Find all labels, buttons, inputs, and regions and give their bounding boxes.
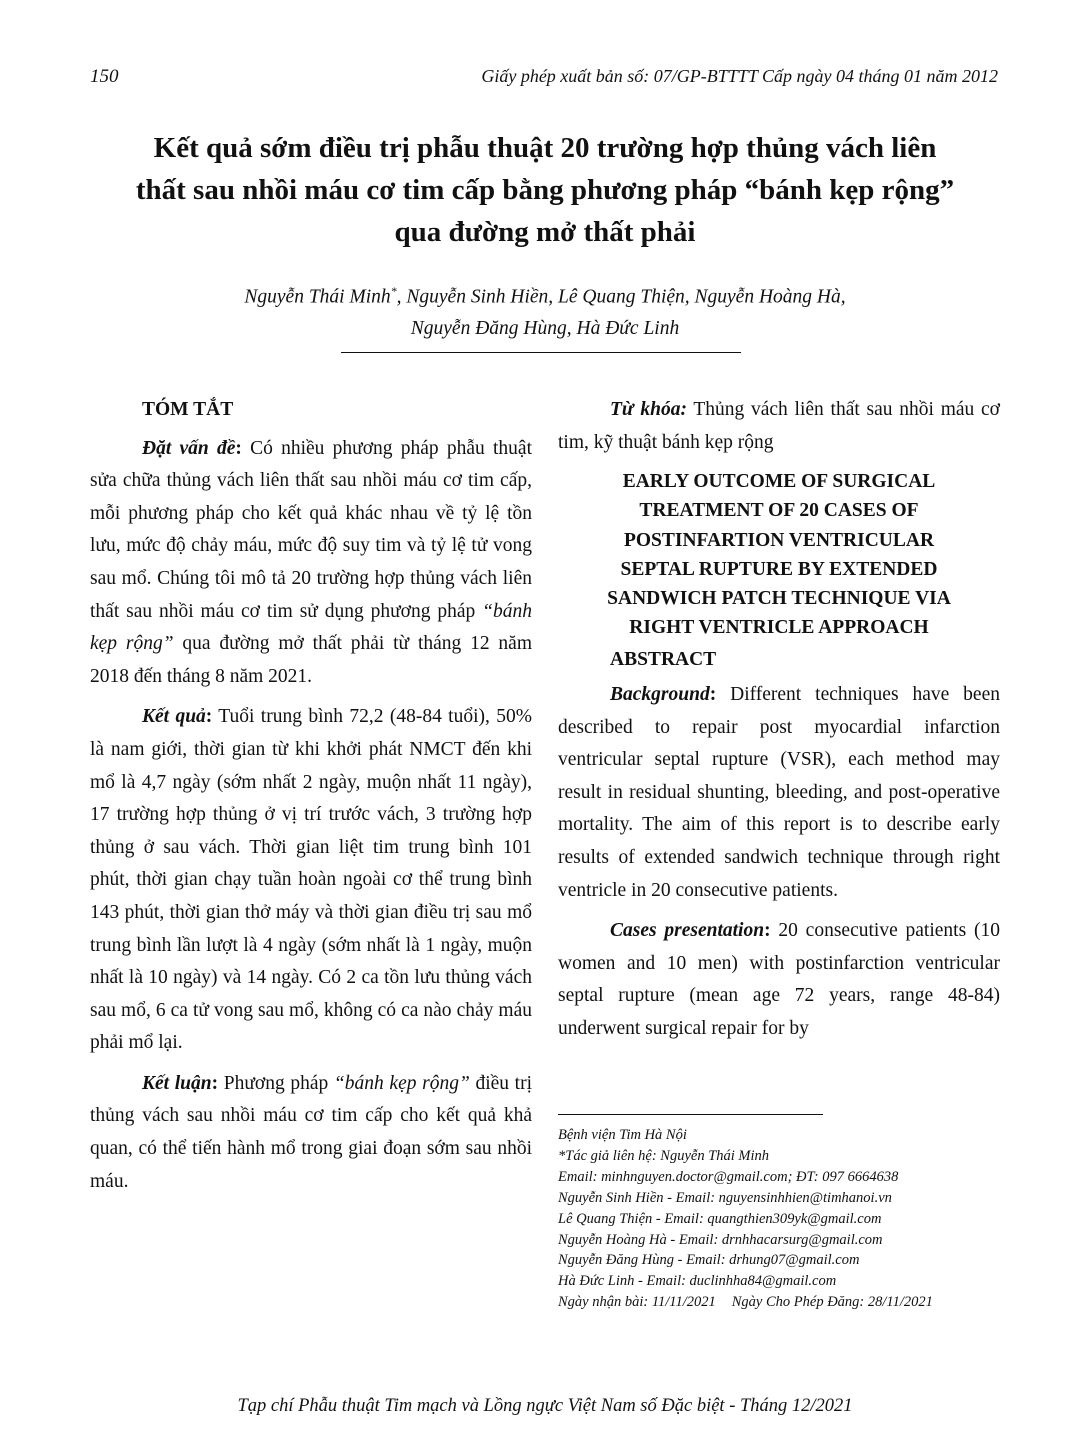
title-line: thất sau nhồi máu cơ tim cấp bằng phương pháp “bánh kẹp rộng” xyxy=(135,174,955,206)
paragraph-italic: “bánh kẹp rộng” xyxy=(333,1072,470,1094)
author-list xyxy=(120,276,970,344)
footnote-email: Nguyễn Sinh Hiền - Email: nguyensinhhien@timhanoi.vn xyxy=(558,1189,892,1206)
vn-background-paragraph xyxy=(90,433,532,694)
paragraph-lead: Cases presentation xyxy=(610,920,765,942)
footnote-affiliation: Bệnh viện Tim Hà Nội xyxy=(558,1127,687,1143)
paragraph-text: qua đường mở thất phải từ tháng 12 năm 2018 đến tháng 8 năm 2021. xyxy=(90,633,532,687)
paragraph-text: Có nhiều phương pháp phẫu thuật sửa chữa thủng vách liên thất sau nhồi máu cơ tim cấp, mỗi phương pháp cho kết quả khác nhau về tỷ lệ tồn lưu, mức độ chảy máu, mức độ suy tim và tỷ lệ tử vong sau mổ. Chúng tôi mô tả 20 trường hợp thủng vách liên thất sau nhồi máu cơ tim sử dụng phương pháp xyxy=(90,437,533,622)
title-line: qua đường mở thất phải xyxy=(394,216,696,248)
vn-results-paragraph xyxy=(90,701,532,1060)
english-title-line: SANDWICH PATCH TECHNIQUE VIA xyxy=(607,588,951,609)
author-names: , Nguyễn Sinh Hiền, Lê Quang Thiện, Nguyễn Hoàng Hà, xyxy=(396,286,846,308)
corresponding-marker: * xyxy=(390,284,397,298)
received-date: Ngày nhận bài: 11/11/2021 xyxy=(558,1294,716,1311)
footnote-email: Nguyễn Hoàng Hà - Email: drnhhacarsurg@gmail.com xyxy=(558,1231,883,1248)
en-abstract-heading: ABSTRACT xyxy=(610,649,717,671)
footnote-corresponding: *Tác giả liên hệ: Nguyễn Thái Minh xyxy=(558,1147,770,1164)
lead-colon: : xyxy=(205,706,213,728)
right-column xyxy=(558,394,1000,1054)
lead-colon: : xyxy=(235,437,242,459)
author-line xyxy=(120,276,970,313)
keywords-text: Thủng vách liên thất sau nhồi máu cơ tim, kỹ thuật bánh kẹp rộng xyxy=(558,399,1000,453)
keywords-label: Từ khóa: xyxy=(610,399,687,420)
page-number: 150 xyxy=(90,66,119,87)
article-title xyxy=(90,127,1000,253)
paragraph-text: 20 consecutive patients (10 women and 10 men) with postinfarction ventricular septal rupture (mean age 72 years, range 48-84) underwent surgical repair for by xyxy=(558,920,1000,1039)
en-background-paragraph xyxy=(558,679,1000,907)
english-title-line: TREATMENT OF 20 CASES OF xyxy=(639,500,919,522)
paragraph-lead: Đặt vấn đề xyxy=(142,437,236,459)
paragraph-text: Tuổi trung bình 72,2 (48-84 tuổi), 50% là nam giới, thời gian từ khi khởi phát NMCT đến khi mổ là 4,7 ngày (sớm nhất 2 ngày, muộn nhất 11 ngày), 17 trường hợp thủng ở vị trí trước vách, 3 trường hợp thủng ở sau vách. Thời gian liệt tim trung bình 101 phút, thời gian chạy tuần hoàn ngoài cơ thể trung bình 143 phút, thời gian thở máy và thời gian điều trị sau mổ trung bình lần lượt là 4 ngày (sớm nhất là 1 ngày, muộn nhất là 10 ngày) và 14 ngày. Có 2 ca tồn lưu thủng vách sau mổ, 6 ca tử vong sau mổ, không có ca nào chảy máu phải mổ lại. xyxy=(90,706,532,1054)
license-line: Giấy phép xuất bản số: 07/GP-BTTTT Cấp ngày 04 tháng 01 năm 2012 xyxy=(481,66,998,86)
paragraph-italic: “bánh kẹp rộng” xyxy=(90,600,532,655)
lead-colon: : xyxy=(211,1072,219,1094)
english-title-line: POSTINFARTION VENTRICULAR xyxy=(623,529,935,551)
footnotes xyxy=(558,1125,1008,1313)
journal-footer: Tạp chí Phẫu thuật Tim mạch và Lồng ngực Việt Nam số Đặc biệt - Tháng 12/2021 xyxy=(237,1396,853,1416)
en-cases-paragraph xyxy=(558,915,1000,1045)
paragraph-text: điều trị thủng vách sau nhồi máu cơ tim cấp cho kết quả khả quan, có thể tiến hành mổ trong giai đoạn sớm sau nhồi máu. xyxy=(90,1072,533,1192)
title-line: Kết quả sớm điều trị phẫu thuật 20 trường hợp thủng vách liên xyxy=(153,132,937,164)
title-divider xyxy=(341,352,741,353)
author-name-corresponding: Nguyễn Thái Minh xyxy=(244,286,391,308)
footnote-email: Nguyễn Đăng Hùng - Email: drhung07@gmail.com xyxy=(558,1252,860,1269)
left-column xyxy=(90,394,532,1206)
paragraph-lead: Kết quả xyxy=(142,706,206,728)
english-title-line: EARLY OUTCOME OF SURGICAL xyxy=(622,471,936,493)
english-title-line: RIGHT VENTRICLE APPROACH xyxy=(629,617,929,639)
keywords-paragraph xyxy=(558,394,1000,459)
accepted-date: Ngày Cho Phép Đăng: 28/11/2021 xyxy=(731,1294,933,1311)
footnote-email: Lê Quang Thiện - Email: quangthien309yk@gmail.com xyxy=(558,1210,882,1227)
lead-colon: : xyxy=(764,920,771,942)
footnote-email: Email: minhnguyen.doctor@gmail.com; ĐT: 097 6664638 xyxy=(558,1168,899,1185)
footnote-divider xyxy=(558,1114,823,1115)
english-title-line: SEPTAL RUPTURE BY EXTENDED xyxy=(620,558,938,580)
paragraph-text: Different techniques have been described to repair post myocardial infarction ventricular septal rupture (VSR), each method may result in residual shunting, bleeding, and post-operative mortality. The aim of this report is to describe early results of extended sandwich technique through right ventricle in 20 consecutive patients. xyxy=(558,684,1000,901)
english-title xyxy=(558,467,1000,642)
lead-colon: : xyxy=(709,684,717,705)
paragraph-text: Phương pháp xyxy=(218,1072,334,1094)
footnote-dates xyxy=(558,1292,1008,1313)
paragraph-lead: Background xyxy=(610,684,710,705)
author-line: Nguyễn Đăng Hùng, Hà Đức Linh xyxy=(410,317,680,339)
footnote-email: Hà Đức Linh - Email: duclinhha84@gmail.com xyxy=(558,1273,837,1290)
paragraph-lead: Kết luận xyxy=(142,1072,212,1094)
vn-abstract-heading: TÓM TẮT xyxy=(142,399,234,420)
vn-conclusion-paragraph xyxy=(90,1068,532,1198)
